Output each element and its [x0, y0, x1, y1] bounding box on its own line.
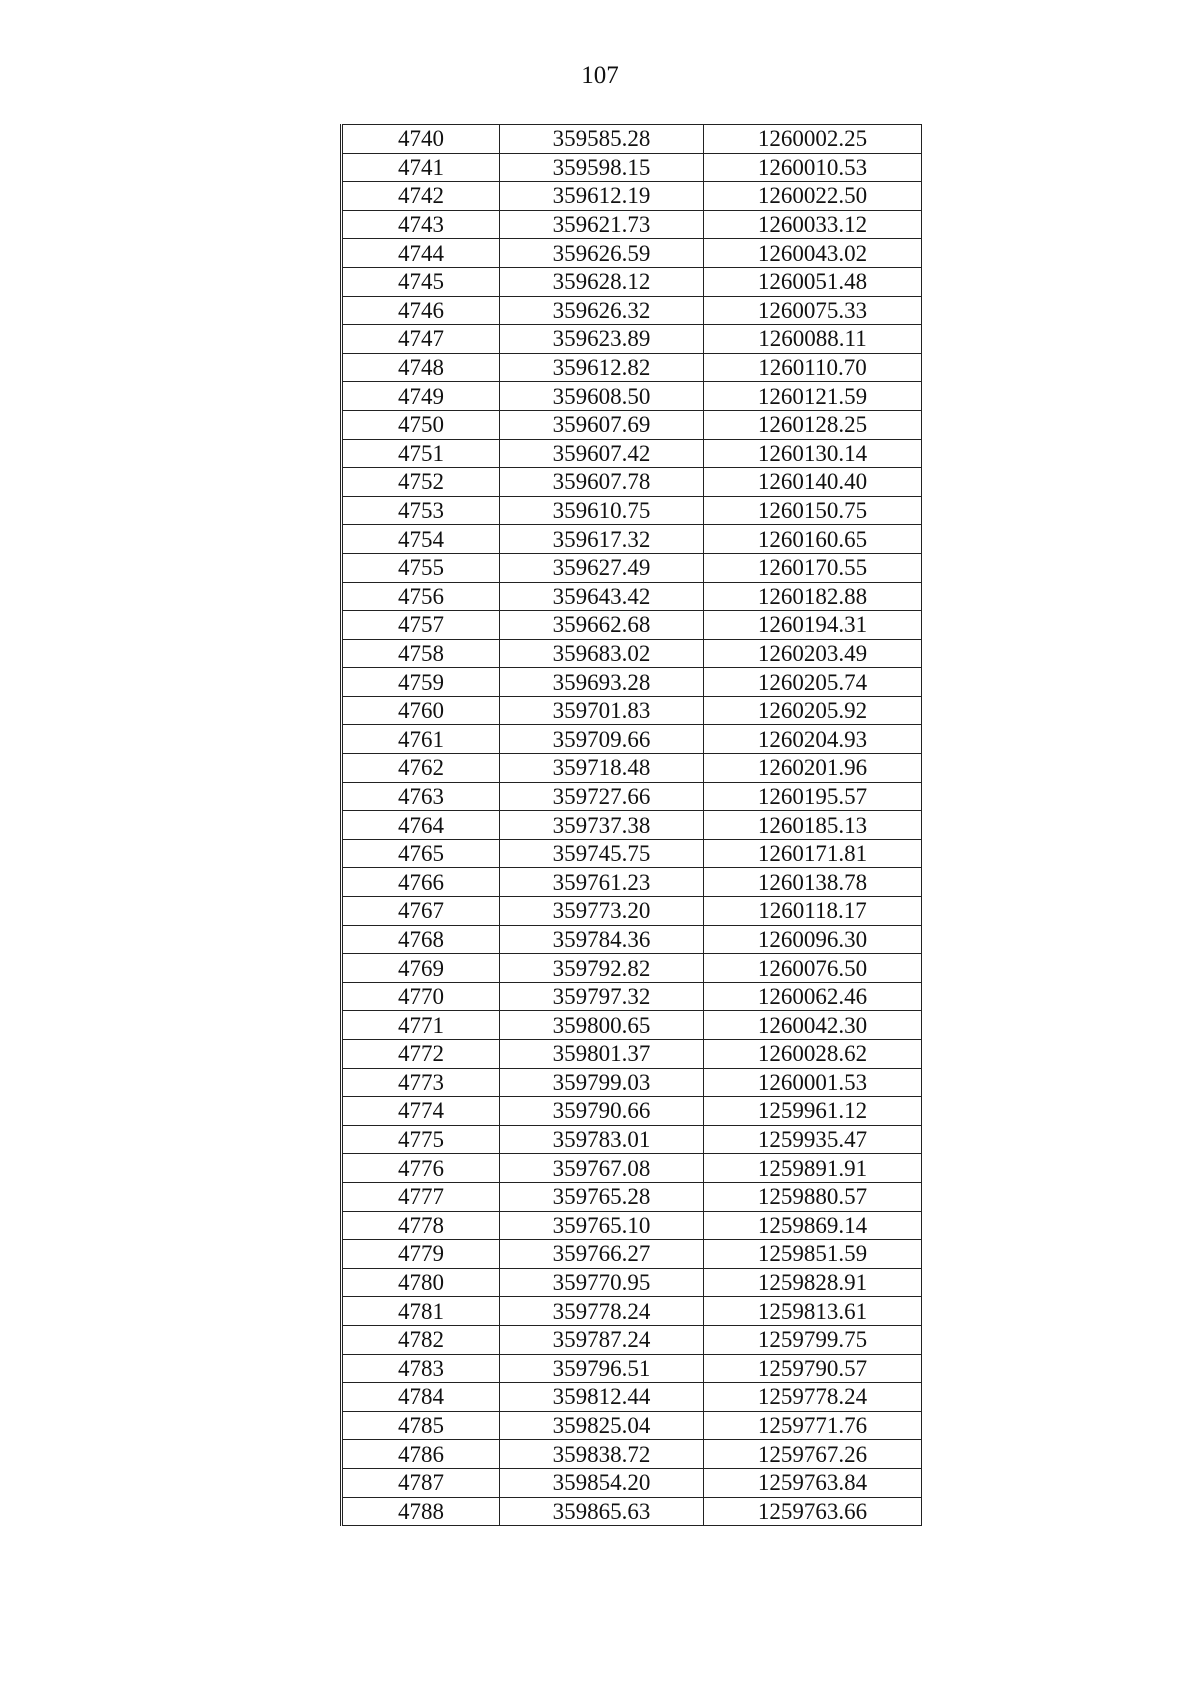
x-coordinate-cell: 359585.28	[500, 125, 704, 154]
x-coordinate-cell: 359765.10	[500, 1211, 704, 1240]
point-number-cell: 4765	[342, 839, 500, 868]
point-number-cell: 4770	[342, 982, 500, 1011]
point-number-cell: 4742	[342, 182, 500, 211]
x-coordinate-cell: 359612.82	[500, 353, 704, 382]
y-coordinate-cell: 1260001.53	[704, 1068, 922, 1097]
y-coordinate-cell: 1259961.12	[704, 1097, 922, 1126]
y-coordinate-cell: 1260118.17	[704, 897, 922, 926]
y-coordinate-cell: 1260150.75	[704, 496, 922, 525]
x-coordinate-cell: 359709.66	[500, 725, 704, 754]
y-coordinate-cell: 1259767.26	[704, 1440, 922, 1469]
y-coordinate-cell: 1260042.30	[704, 1011, 922, 1040]
table-row	[342, 897, 922, 926]
y-coordinate-cell: 1260194.31	[704, 611, 922, 640]
table-row	[342, 1211, 922, 1240]
y-coordinate-cell: 1260195.57	[704, 782, 922, 811]
x-coordinate-cell: 359770.95	[500, 1268, 704, 1297]
point-number-cell: 4751	[342, 439, 500, 468]
table-row	[342, 1383, 922, 1412]
table-row	[342, 1154, 922, 1183]
x-coordinate-cell: 359612.19	[500, 182, 704, 211]
x-coordinate-cell: 359784.36	[500, 925, 704, 954]
table-row	[342, 954, 922, 983]
y-coordinate-cell: 1260201.96	[704, 754, 922, 783]
y-coordinate-cell: 1260043.02	[704, 239, 922, 268]
y-coordinate-cell: 1259813.61	[704, 1297, 922, 1326]
x-coordinate-cell: 359745.75	[500, 839, 704, 868]
y-coordinate-cell: 1260170.55	[704, 553, 922, 582]
table-row	[342, 125, 922, 154]
point-number-cell: 4754	[342, 525, 500, 554]
y-coordinate-cell: 1260138.78	[704, 868, 922, 897]
x-coordinate-cell: 359607.42	[500, 439, 704, 468]
table-row	[342, 754, 922, 783]
table-row	[342, 982, 922, 1011]
y-coordinate-cell: 1260110.70	[704, 353, 922, 382]
y-coordinate-cell: 1259771.76	[704, 1411, 922, 1440]
table-row	[342, 582, 922, 611]
table-row	[342, 1097, 922, 1126]
point-number-cell: 4757	[342, 611, 500, 640]
point-number-cell: 4776	[342, 1154, 500, 1183]
table-row	[342, 1268, 922, 1297]
y-coordinate-cell: 1260076.50	[704, 954, 922, 983]
y-coordinate-cell: 1260033.12	[704, 210, 922, 239]
x-coordinate-cell: 359783.01	[500, 1125, 704, 1154]
x-coordinate-cell: 359865.63	[500, 1497, 704, 1526]
y-coordinate-cell: 1259828.91	[704, 1268, 922, 1297]
table-row	[342, 296, 922, 325]
point-number-cell: 4783	[342, 1354, 500, 1383]
x-coordinate-cell: 359683.02	[500, 639, 704, 668]
table-row	[342, 382, 922, 411]
point-number-cell: 4771	[342, 1011, 500, 1040]
table-row	[342, 925, 922, 954]
point-number-cell: 4767	[342, 897, 500, 926]
x-coordinate-cell: 359643.42	[500, 582, 704, 611]
point-number-cell: 4773	[342, 1068, 500, 1097]
point-number-cell: 4777	[342, 1182, 500, 1211]
coordinates-table	[340, 124, 922, 1526]
y-coordinate-cell: 1260028.62	[704, 1040, 922, 1069]
point-number-cell: 4782	[342, 1325, 500, 1354]
x-coordinate-cell: 359778.24	[500, 1297, 704, 1326]
table-row	[342, 153, 922, 182]
table-row	[342, 1411, 922, 1440]
y-coordinate-cell: 1260010.53	[704, 153, 922, 182]
point-number-cell: 4750	[342, 410, 500, 439]
table-row	[342, 1354, 922, 1383]
y-coordinate-cell: 1259851.59	[704, 1240, 922, 1269]
y-coordinate-cell: 1260096.30	[704, 925, 922, 954]
point-number-cell: 4761	[342, 725, 500, 754]
y-coordinate-cell: 1260121.59	[704, 382, 922, 411]
x-coordinate-cell: 359623.89	[500, 325, 704, 354]
point-number-cell: 4749	[342, 382, 500, 411]
y-coordinate-cell: 1260002.25	[704, 125, 922, 154]
x-coordinate-cell: 359737.38	[500, 811, 704, 840]
x-coordinate-cell: 359718.48	[500, 754, 704, 783]
y-coordinate-cell: 1260075.33	[704, 296, 922, 325]
x-coordinate-cell: 359838.72	[500, 1440, 704, 1469]
point-number-cell: 4744	[342, 239, 500, 268]
point-number-cell: 4780	[342, 1268, 500, 1297]
y-coordinate-cell: 1259869.14	[704, 1211, 922, 1240]
y-coordinate-cell: 1260128.25	[704, 410, 922, 439]
x-coordinate-cell: 359825.04	[500, 1411, 704, 1440]
x-coordinate-cell: 359628.12	[500, 267, 704, 296]
x-coordinate-cell: 359773.20	[500, 897, 704, 926]
point-number-cell: 4760	[342, 696, 500, 725]
y-coordinate-cell: 1260182.88	[704, 582, 922, 611]
table-row	[342, 1240, 922, 1269]
point-number-cell: 4787	[342, 1468, 500, 1497]
y-coordinate-cell: 1259778.24	[704, 1383, 922, 1412]
point-number-cell: 4758	[342, 639, 500, 668]
x-coordinate-cell: 359693.28	[500, 668, 704, 697]
point-number-cell: 4786	[342, 1440, 500, 1469]
table-row	[342, 696, 922, 725]
table-row	[342, 325, 922, 354]
table-row	[342, 1297, 922, 1326]
y-coordinate-cell: 1260160.65	[704, 525, 922, 554]
table-row	[342, 868, 922, 897]
y-coordinate-cell: 1259799.75	[704, 1325, 922, 1354]
table-row	[342, 1011, 922, 1040]
x-coordinate-cell: 359761.23	[500, 868, 704, 897]
y-coordinate-cell: 1259763.66	[704, 1497, 922, 1526]
x-coordinate-cell: 359790.66	[500, 1097, 704, 1126]
table-row	[342, 468, 922, 497]
table-row	[342, 611, 922, 640]
page-number: 107	[581, 62, 619, 89]
x-coordinate-cell: 359766.27	[500, 1240, 704, 1269]
y-coordinate-cell: 1260205.74	[704, 668, 922, 697]
table-row	[342, 668, 922, 697]
table-row	[342, 782, 922, 811]
table-row	[342, 1497, 922, 1526]
table-row	[342, 1325, 922, 1354]
table-row	[342, 839, 922, 868]
table-row	[342, 725, 922, 754]
point-number-cell: 4753	[342, 496, 500, 525]
y-coordinate-cell: 1259880.57	[704, 1182, 922, 1211]
point-number-cell: 4752	[342, 468, 500, 497]
y-coordinate-cell: 1260204.93	[704, 725, 922, 754]
point-number-cell: 4778	[342, 1211, 500, 1240]
x-coordinate-cell: 359767.08	[500, 1154, 704, 1183]
point-number-cell: 4748	[342, 353, 500, 382]
point-number-cell: 4745	[342, 267, 500, 296]
point-number-cell: 4763	[342, 782, 500, 811]
x-coordinate-cell: 359662.68	[500, 611, 704, 640]
point-number-cell: 4784	[342, 1383, 500, 1412]
point-number-cell: 4769	[342, 954, 500, 983]
x-coordinate-cell: 359621.73	[500, 210, 704, 239]
x-coordinate-cell: 359812.44	[500, 1383, 704, 1412]
x-coordinate-cell: 359787.24	[500, 1325, 704, 1354]
table-row	[342, 353, 922, 382]
table-row	[342, 811, 922, 840]
table-row	[342, 1440, 922, 1469]
point-number-cell: 4775	[342, 1125, 500, 1154]
x-coordinate-cell: 359607.78	[500, 468, 704, 497]
point-number-cell: 4755	[342, 553, 500, 582]
point-number-cell: 4741	[342, 153, 500, 182]
table-row	[342, 439, 922, 468]
point-number-cell: 4747	[342, 325, 500, 354]
table-row	[342, 496, 922, 525]
point-number-cell: 4768	[342, 925, 500, 954]
point-number-cell: 4774	[342, 1097, 500, 1126]
y-coordinate-cell: 1260203.49	[704, 639, 922, 668]
x-coordinate-cell: 359796.51	[500, 1354, 704, 1383]
x-coordinate-cell: 359598.15	[500, 153, 704, 182]
x-coordinate-cell: 359799.03	[500, 1068, 704, 1097]
x-coordinate-cell: 359607.69	[500, 410, 704, 439]
point-number-cell: 4788	[342, 1497, 500, 1526]
point-number-cell: 4740	[342, 125, 500, 154]
point-number-cell: 4764	[342, 811, 500, 840]
y-coordinate-cell: 1260205.92	[704, 696, 922, 725]
table-row	[342, 267, 922, 296]
point-number-cell: 4756	[342, 582, 500, 611]
x-coordinate-cell: 359610.75	[500, 496, 704, 525]
table-row	[342, 525, 922, 554]
table-row	[342, 1182, 922, 1211]
point-number-cell: 4772	[342, 1040, 500, 1069]
table-row	[342, 210, 922, 239]
table-row	[342, 1040, 922, 1069]
x-coordinate-cell: 359617.32	[500, 525, 704, 554]
x-coordinate-cell: 359800.65	[500, 1011, 704, 1040]
y-coordinate-cell: 1260130.14	[704, 439, 922, 468]
table-row	[342, 639, 922, 668]
y-coordinate-cell: 1260185.13	[704, 811, 922, 840]
x-coordinate-cell: 359765.28	[500, 1182, 704, 1211]
point-number-cell: 4762	[342, 754, 500, 783]
y-coordinate-cell: 1260088.11	[704, 325, 922, 354]
y-coordinate-cell: 1260051.48	[704, 267, 922, 296]
point-number-cell: 4743	[342, 210, 500, 239]
x-coordinate-cell: 359608.50	[500, 382, 704, 411]
point-number-cell: 4766	[342, 868, 500, 897]
y-coordinate-cell: 1259891.91	[704, 1154, 922, 1183]
x-coordinate-cell: 359626.59	[500, 239, 704, 268]
table-row	[342, 553, 922, 582]
x-coordinate-cell: 359801.37	[500, 1040, 704, 1069]
point-number-cell: 4781	[342, 1297, 500, 1326]
y-coordinate-cell: 1259790.57	[704, 1354, 922, 1383]
x-coordinate-cell: 359854.20	[500, 1468, 704, 1497]
y-coordinate-cell: 1260140.40	[704, 468, 922, 497]
point-number-cell: 4779	[342, 1240, 500, 1269]
table-row	[342, 239, 922, 268]
x-coordinate-cell: 359701.83	[500, 696, 704, 725]
x-coordinate-cell: 359626.32	[500, 296, 704, 325]
table-row	[342, 182, 922, 211]
table-row	[342, 1125, 922, 1154]
table-row	[342, 1468, 922, 1497]
y-coordinate-cell: 1259763.84	[704, 1468, 922, 1497]
x-coordinate-cell: 359627.49	[500, 553, 704, 582]
y-coordinate-cell: 1260171.81	[704, 839, 922, 868]
x-coordinate-cell: 359727.66	[500, 782, 704, 811]
y-coordinate-cell: 1260022.50	[704, 182, 922, 211]
y-coordinate-cell: 1259935.47	[704, 1125, 922, 1154]
y-coordinate-cell: 1260062.46	[704, 982, 922, 1011]
table-body	[342, 125, 922, 1526]
table-row	[342, 410, 922, 439]
point-number-cell: 4785	[342, 1411, 500, 1440]
point-number-cell: 4759	[342, 668, 500, 697]
x-coordinate-cell: 359792.82	[500, 954, 704, 983]
point-number-cell: 4746	[342, 296, 500, 325]
table-row	[342, 1068, 922, 1097]
x-coordinate-cell: 359797.32	[500, 982, 704, 1011]
